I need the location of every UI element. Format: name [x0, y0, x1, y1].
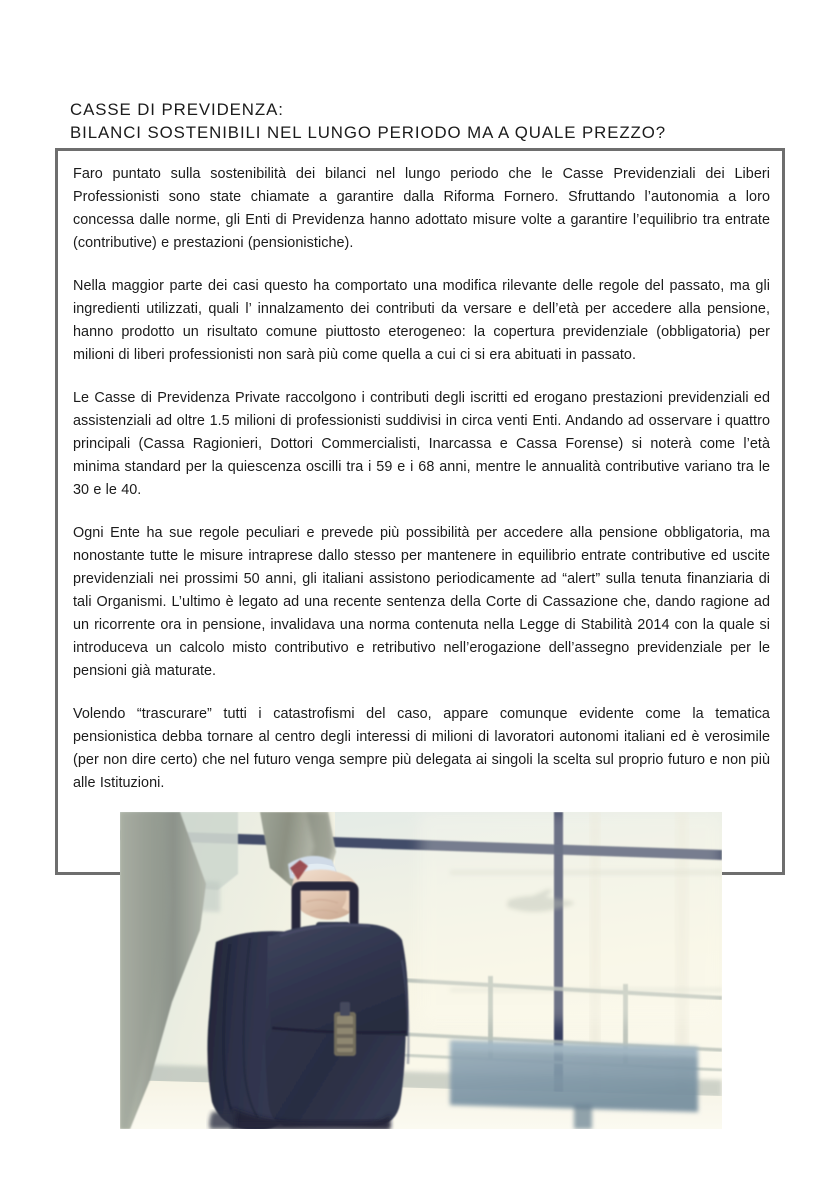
paragraph: Le Casse di Previdenza Private raccolgono i contributi degli iscritti ed erogano prestazioni previdenziali ed assistenziali ad oltre 1.5 milioni di professionisti suddivisi in circa venti Enti. Andando ad osservare i quattro principali (Cassa Ragionieri, Dottori Commercialisti, Inarcassa e Cassa Forense) si noterà come l’età minima standard per la quiescenza oscilli tra i 59 e i 68 anni, mentre le annualità contributive variano tra le 30 e le 40. — [73, 389, 770, 499]
article-body — [73, 163, 770, 795]
document-heading — [70, 99, 790, 145]
paragraph: Ogni Ente ha sue regole peculiari e prevede più possibilità per accedere alla pensione obbligatoria, ma nonostante tutte le misure intraprese dallo stesso per mantenere in equilibrio entrate contributive ed uscite previdenziali nei prossimi 50 anni, gli italiani assistono periodicamente ad “alert” sulla tenuta finanziaria di tali Organismi. L’ultimo è legato ad una recente sentenza della Corte di Cassazione che, dando ragione ad un ricorrente ora in pensione, invalidava una norma contenuta nella Legge di Stabilità 2014 con la quale si introduceva un calcolo misto contributivo e retributivo nell’erogazione dell’assegno previdenziale per le pensioni già maturate. — [73, 524, 770, 680]
paragraph: Nella maggior parte dei casi questo ha comportato una modifica rilevante delle regole del passato, ma gli ingredienti utilizzati, quali l’ innalzamento dei contributi da versare e dell’età per accedere alla pensione, hanno prodotto un risultato comune piuttosto eterogeneo: la copertura previdenziale (obbligatoria) per milioni di liberi professionisti non sarà più come quella a cui ci si era abituati in passato. — [73, 277, 770, 364]
paragraph: Volendo “trascurare” tutti i catastrofismi del caso, appare comunque evidente come la tematica pensionistica debba tornare al centro degli interessi di milioni di lavoratori autonomi italiani ed è verosimile (per non dire certo) che nel futuro venga sempre più delegata ai singoli la scelta sul proprio futuro e non più alle Istituzioni. — [73, 705, 770, 792]
article-photo — [120, 812, 722, 1129]
heading-line-2: BILANCI SOSTENIBILI NEL LUNGO PERIODO MA A QUALE PREZZO? — [70, 124, 667, 142]
paragraph: Faro puntato sulla sostenibilità dei bilanci nel lungo periodo che le Casse Previdenziali dei Liberi Professionisti sono state chiamate a garantire dalla Riforma Fornero. Sfruttando l’autonomia a loro concessa dalle norme, gli Enti di Previdenza hanno adottato misure volte a garantire l’equilibrio tra entrate (contributive) e prestazioni (pensionistiche). — [73, 166, 770, 252]
article-frame — [55, 148, 785, 875]
photo-illustration — [120, 812, 722, 1129]
heading-line-1: CASSE DI PREVIDENZA: — [70, 101, 284, 119]
